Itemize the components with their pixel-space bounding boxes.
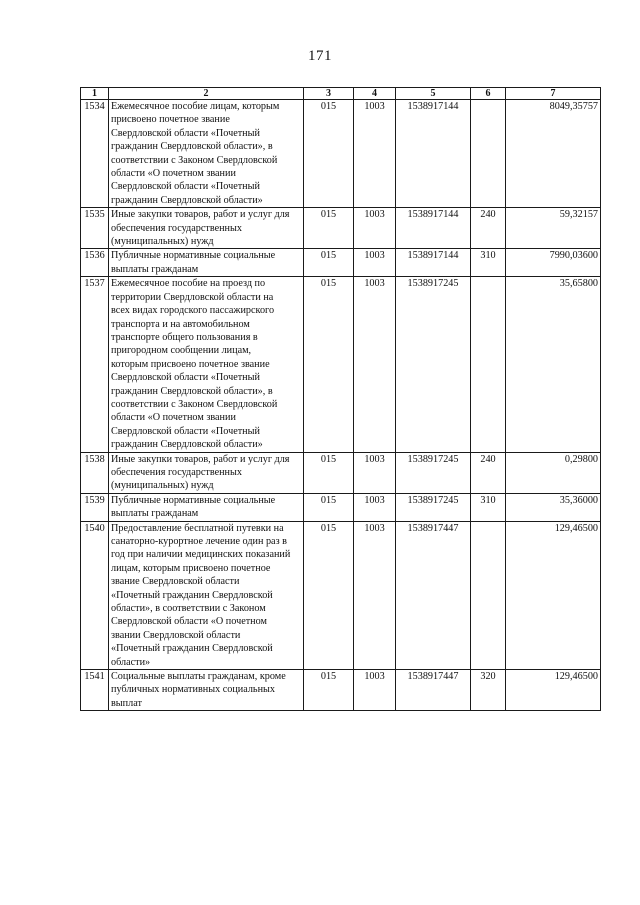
section-code: 1003 bbox=[354, 100, 396, 208]
target-article-code: 1538917144 bbox=[396, 208, 471, 249]
header-col-2: 2 bbox=[109, 88, 304, 100]
table-row bbox=[81, 100, 601, 208]
row-number: 1537 bbox=[81, 277, 109, 452]
amount-value: 0,29800 bbox=[506, 452, 601, 493]
section-code: 1003 bbox=[354, 670, 396, 711]
expense-name: Публичные нормативные социальные выплаты гражданам bbox=[109, 493, 304, 521]
amount-value: 129,46500 bbox=[506, 670, 601, 711]
expense-type-code: 240 bbox=[471, 208, 506, 249]
amount-value: 8049,35757 bbox=[506, 100, 601, 208]
header-col-1: 1 bbox=[81, 88, 109, 100]
section-code: 1003 bbox=[354, 452, 396, 493]
section-code: 1003 bbox=[354, 493, 396, 521]
amount-value: 129,46500 bbox=[506, 521, 601, 669]
section-code: 1003 bbox=[354, 521, 396, 669]
table-row bbox=[81, 277, 601, 452]
ministry-code: 015 bbox=[304, 277, 354, 452]
row-number: 1535 bbox=[81, 208, 109, 249]
target-article-code: 1538917245 bbox=[396, 493, 471, 521]
expense-type-code: 240 bbox=[471, 452, 506, 493]
section-code: 1003 bbox=[354, 277, 396, 452]
header-col-7: 7 bbox=[506, 88, 601, 100]
row-number: 1534 bbox=[81, 100, 109, 208]
expense-name: Публичные нормативные социальные выплаты гражданам bbox=[109, 249, 304, 277]
section-code: 1003 bbox=[354, 208, 396, 249]
row-number: 1536 bbox=[81, 249, 109, 277]
expense-name: Социальные выплаты гражданам, кроме публичных нормативных социальных выплат bbox=[109, 670, 304, 711]
table-row bbox=[81, 493, 601, 521]
expense-type-code: 320 bbox=[471, 670, 506, 711]
budget-table bbox=[80, 87, 601, 711]
table-row bbox=[81, 670, 601, 711]
amount-value: 35,65800 bbox=[506, 277, 601, 452]
target-article-code: 1538917447 bbox=[396, 521, 471, 669]
header-col-5: 5 bbox=[396, 88, 471, 100]
table-row bbox=[81, 452, 601, 493]
expense-name: Предоставление бесплатной путевки на санаторно-курортное лечение один раз в год при наличии медицинских показаний лицам, которым присвоено почетное звание Свердловской области «Почетный гражданин Свердловской области», в соответствии с Законом Свердловской области «О почетном звании Свердловской области «Почетный гражданин Свердловской области» bbox=[109, 521, 304, 669]
expense-name: Ежемесячное пособие лицам, которым присвоено почетное звание Свердловской области «Почетный гражданин Свердловской области», в соответствии с Законом Свердловской области «О почетном звании Свердловской области «Почетный гражданин Свердловской области» bbox=[109, 100, 304, 208]
amount-value: 35,36000 bbox=[506, 493, 601, 521]
expense-type-code bbox=[471, 277, 506, 452]
expense-type-code: 310 bbox=[471, 249, 506, 277]
target-article-code: 1538917144 bbox=[396, 100, 471, 208]
expense-type-code bbox=[471, 100, 506, 208]
row-number: 1541 bbox=[81, 670, 109, 711]
header-col-6: 6 bbox=[471, 88, 506, 100]
table-row bbox=[81, 521, 601, 669]
expense-type-code: 310 bbox=[471, 493, 506, 521]
amount-value: 7990,03600 bbox=[506, 249, 601, 277]
ministry-code: 015 bbox=[304, 670, 354, 711]
target-article-code: 1538917144 bbox=[396, 249, 471, 277]
ministry-code: 015 bbox=[304, 208, 354, 249]
ministry-code: 015 bbox=[304, 249, 354, 277]
header-row bbox=[81, 88, 601, 100]
ministry-code: 015 bbox=[304, 521, 354, 669]
section-code: 1003 bbox=[354, 249, 396, 277]
page-number: 171 bbox=[308, 48, 332, 64]
expense-type-code bbox=[471, 521, 506, 669]
expense-name: Иные закупки товаров, работ и услуг для обеспечения государственных (муниципальных) нужд bbox=[109, 208, 304, 249]
target-article-code: 1538917447 bbox=[396, 670, 471, 711]
table-body bbox=[81, 100, 601, 711]
row-number: 1538 bbox=[81, 452, 109, 493]
table-row bbox=[81, 208, 601, 249]
ministry-code: 015 bbox=[304, 100, 354, 208]
header-col-3: 3 bbox=[304, 88, 354, 100]
header-col-4: 4 bbox=[354, 88, 396, 100]
row-number: 1539 bbox=[81, 493, 109, 521]
amount-value: 59,32157 bbox=[506, 208, 601, 249]
table-row bbox=[81, 249, 601, 277]
expense-name: Ежемесячное пособие на проезд по территории Свердловской области на всех видах городского пассажирского транспорта и на автомобильном транспорте общего пользования в пригородном сообщении лицам, которым присвоено почетное звание Свердловской области «Почетный гражданин Свердловской области», в соответствии с Законом Свердловской области «О почетном звании Свердловской области «Почетный гражданин Свердловской области» bbox=[109, 277, 304, 452]
target-article-code: 1538917245 bbox=[396, 277, 471, 452]
ministry-code: 015 bbox=[304, 452, 354, 493]
row-number: 1540 bbox=[81, 521, 109, 669]
expense-name: Иные закупки товаров, работ и услуг для обеспечения государственных (муниципальных) нужд bbox=[109, 452, 304, 493]
ministry-code: 015 bbox=[304, 493, 354, 521]
target-article-code: 1538917245 bbox=[396, 452, 471, 493]
table-header bbox=[81, 88, 601, 100]
